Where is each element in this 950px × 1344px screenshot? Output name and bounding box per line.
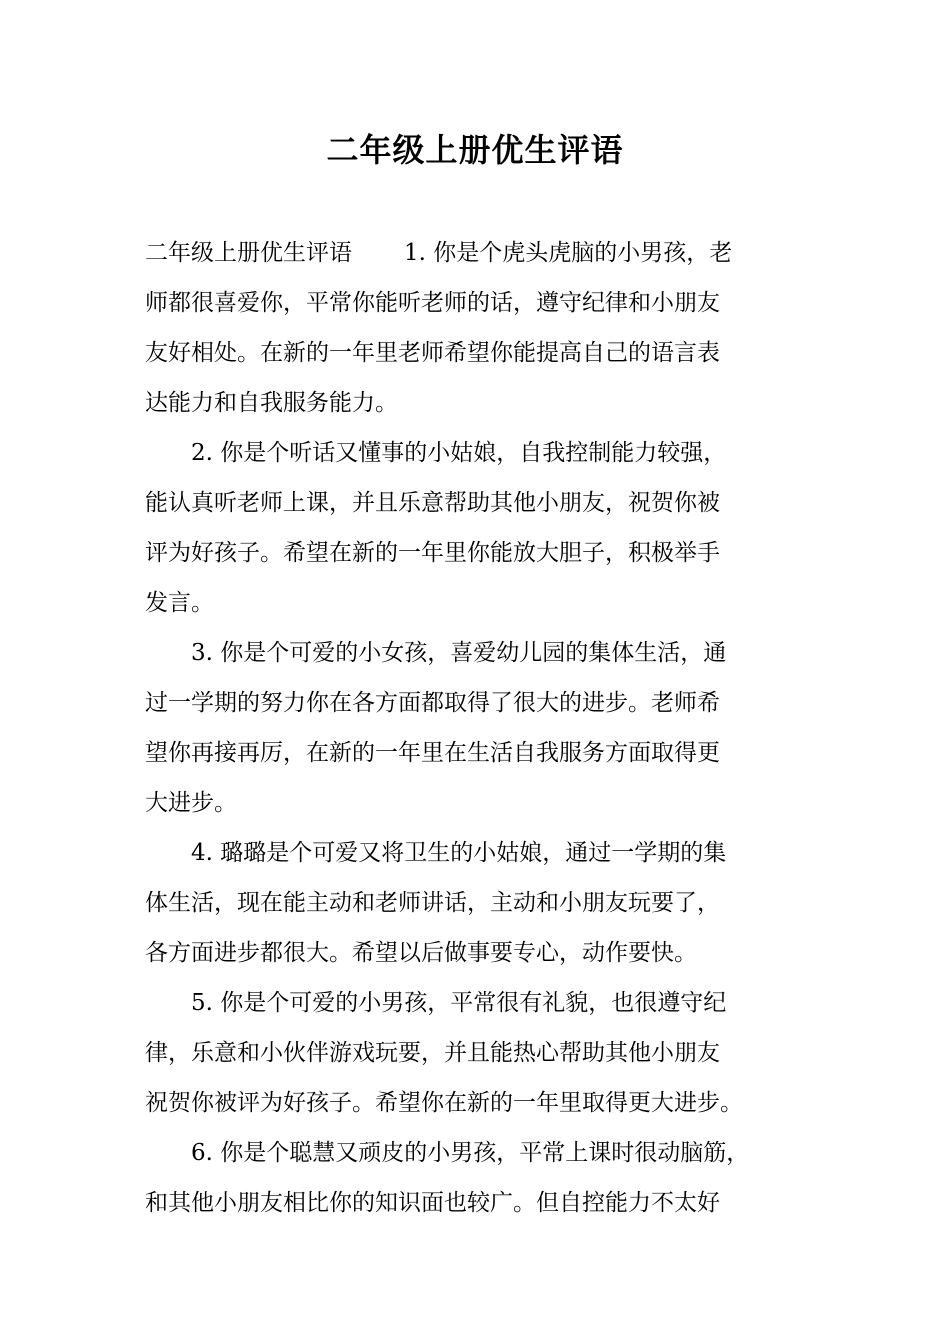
- line-text: 1. 你是个虎头虎脑的小男孩，老: [404, 240, 733, 266]
- body-line: 体生活，现在能主动和老师讲话，主动和小朋友玩要了，: [145, 890, 720, 916]
- body-line: [145, 228, 807, 278]
- body-line: 过一学期的努力你在各方面都取得了很大的进步。老师希: [145, 690, 720, 716]
- body-line: 能认真听老师上课，并且乐意帮助其他小朋友，祝贺你被: [145, 490, 720, 516]
- body-line: 达能力和自我服务能力。: [145, 390, 398, 416]
- document-title: 二年级上册优生评语: [326, 131, 624, 169]
- body-line: 发言。: [145, 590, 214, 616]
- document-body: [145, 228, 807, 1228]
- body-line: 律，乐意和小伙伴游戏玩要，并且能热心帮助其他小朋友: [145, 1040, 720, 1066]
- intro-label: 二年级上册优生评语: [145, 240, 352, 266]
- body-line: 4. 璐璐是个可爱又将卫生的小姑娘，通过一学期的集: [191, 840, 727, 866]
- body-line: 2. 你是个听话又懂事的小姑娘，自我控制能力较强，: [191, 440, 727, 466]
- body-line: 5. 你是个可爱的小男孩，平常很有礼貌，也很遵守纪: [191, 990, 727, 1016]
- body-line: 和其他小朋友相比你的知识面也较广。但自控能力不太好: [145, 1190, 720, 1216]
- body-line: 6. 你是个聪慧又顽皮的小男孩，平常上课时很动脑筋，: [191, 1140, 750, 1166]
- body-line: 大进步。: [145, 790, 237, 816]
- body-line: 祝贺你被评为好孩子。希望你在新的一年里取得更大进步。: [145, 1090, 743, 1116]
- body-line: 友好相处。在新的一年里老师希望你能提高自己的语言表: [145, 340, 720, 366]
- body-line: 各方面进步都很大。希望以后做事要专心，动作要快。: [145, 940, 697, 966]
- body-line: 师都很喜爱你，平常你能听老师的话，遵守纪律和小朋友: [145, 290, 720, 316]
- body-line: 3. 你是个可爱的小女孩，喜爱幼儿园的集体生活，通: [191, 640, 727, 666]
- body-line: 望你再接再厉，在新的一年里在生活自我服务方面取得更: [145, 740, 720, 766]
- body-line: 评为好孩子。希望在新的一年里你能放大胆子，积极举手: [145, 540, 720, 566]
